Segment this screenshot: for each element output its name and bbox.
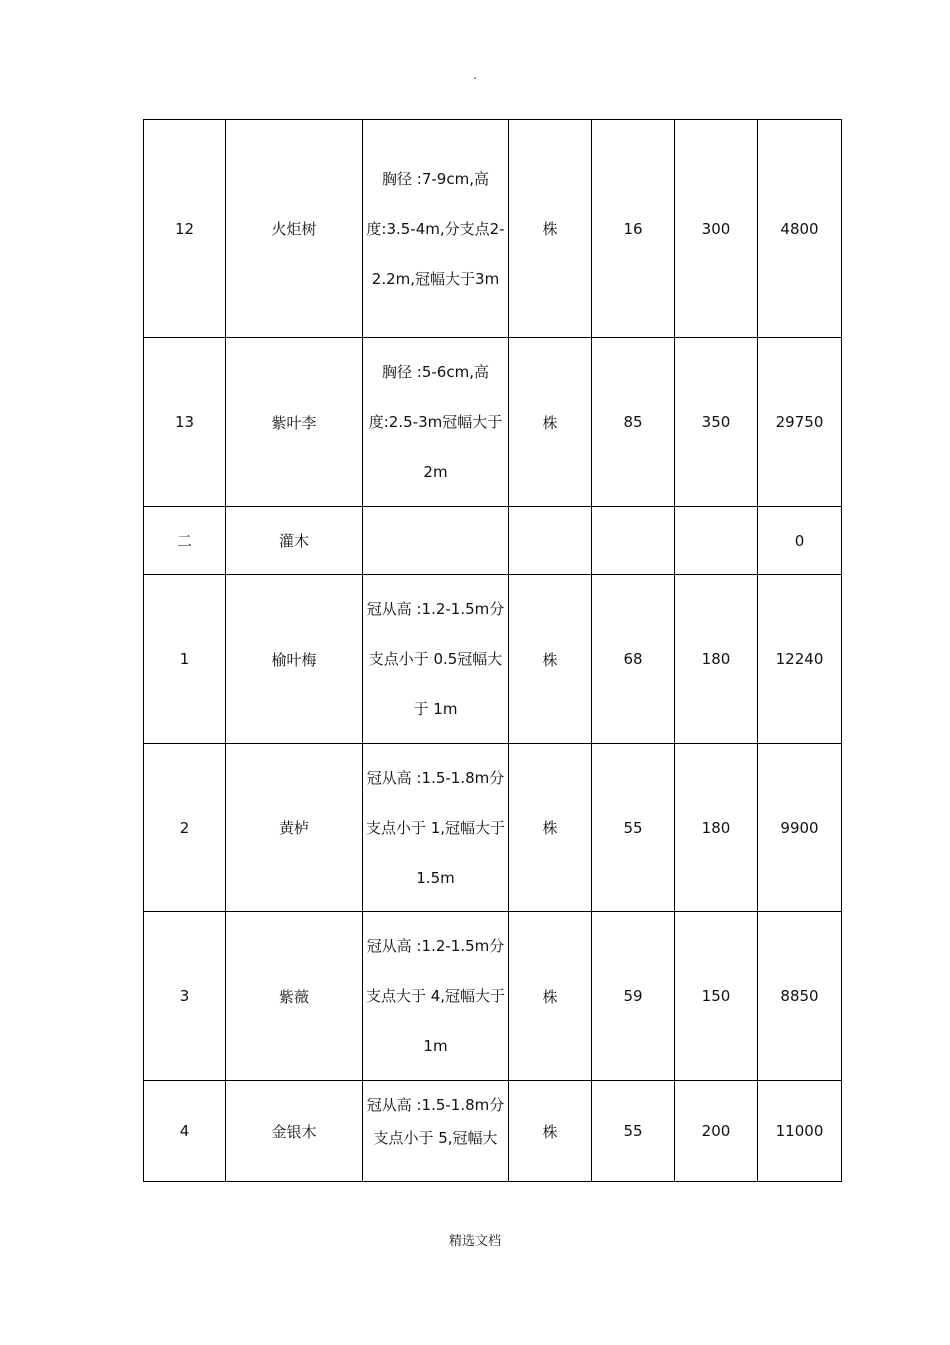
cell-qty: 55 bbox=[592, 1081, 675, 1182]
cell-price bbox=[675, 507, 758, 575]
cell-name: 榆叶梅 bbox=[226, 575, 363, 744]
cell-spec: 冠从高 :1.5-1.8m分支点小于 1,冠幅大于 1.5m bbox=[363, 744, 509, 912]
cell-name: 火炬树 bbox=[226, 120, 363, 338]
cell-no: 1 bbox=[144, 575, 226, 744]
cell-spec: 冠从高 :1.2-1.5m分支点大于 4,冠幅大于 1m bbox=[363, 912, 509, 1081]
table-row bbox=[144, 575, 842, 744]
cell-name: 灌木 bbox=[226, 507, 363, 575]
cell-total: 0 bbox=[758, 507, 842, 575]
cell-total: 12240 bbox=[758, 575, 842, 744]
cell-name: 紫薇 bbox=[226, 912, 363, 1081]
table-row bbox=[144, 507, 842, 575]
table-row bbox=[144, 912, 842, 1081]
cell-unit: 株 bbox=[509, 1081, 592, 1182]
page-footer: 精选文档 bbox=[448, 1234, 501, 1249]
cell-name: 金银木 bbox=[226, 1081, 363, 1182]
table-row bbox=[144, 1081, 842, 1182]
cell-no: 13 bbox=[144, 338, 226, 507]
plant-price-table bbox=[143, 119, 842, 1182]
cell-no: 4 bbox=[144, 1081, 226, 1182]
cell-price: 180 bbox=[675, 744, 758, 912]
cell-unit: 株 bbox=[509, 575, 592, 744]
cell-price: 150 bbox=[675, 912, 758, 1081]
cell-spec: 胸径 :5-6cm,高度:2.5-3m冠幅大于2m bbox=[363, 338, 509, 507]
cell-price: 180 bbox=[675, 575, 758, 744]
cell-spec: 冠从高 :1.2-1.5m分支点小于 0.5冠幅大于 1m bbox=[363, 575, 509, 744]
cell-qty: 55 bbox=[592, 744, 675, 912]
cell-price: 200 bbox=[675, 1081, 758, 1182]
table-row bbox=[144, 338, 842, 507]
cell-spec: 胸径 :7-9cm,高度:3.5-4m,分支点2-2.2m,冠幅大于3m bbox=[363, 120, 509, 338]
cell-unit bbox=[509, 507, 592, 575]
cell-total: 8850 bbox=[758, 912, 842, 1081]
cell-unit: 株 bbox=[509, 912, 592, 1081]
cell-total: 29750 bbox=[758, 338, 842, 507]
cell-qty: 85 bbox=[592, 338, 675, 507]
cell-qty: 16 bbox=[592, 120, 675, 338]
cell-spec bbox=[363, 1081, 509, 1182]
cell-qty: 59 bbox=[592, 912, 675, 1081]
cell-no: 12 bbox=[144, 120, 226, 338]
cell-no: 3 bbox=[144, 912, 226, 1081]
cell-price: 350 bbox=[675, 338, 758, 507]
cell-unit: 株 bbox=[509, 744, 592, 912]
cell-qty bbox=[592, 507, 675, 575]
cell-spec bbox=[363, 507, 509, 575]
cell-qty: 68 bbox=[592, 575, 675, 744]
table-row bbox=[144, 744, 842, 912]
cell-unit: 株 bbox=[509, 120, 592, 338]
cell-name: 紫叶李 bbox=[226, 338, 363, 507]
page-header-mark: . bbox=[473, 68, 477, 82]
cell-price: 300 bbox=[675, 120, 758, 338]
cell-no: 2 bbox=[144, 744, 226, 912]
table-row bbox=[144, 120, 842, 338]
cell-total: 4800 bbox=[758, 120, 842, 338]
cell-no: 二 bbox=[144, 507, 226, 575]
cell-total: 11000 bbox=[758, 1081, 842, 1182]
cell-total: 9900 bbox=[758, 744, 842, 912]
cell-spec-text: 冠从高 :1.5-1.8m分支点小于 5,冠幅大 bbox=[366, 1096, 505, 1147]
cell-name: 黄栌 bbox=[226, 744, 363, 912]
cell-unit: 株 bbox=[509, 338, 592, 507]
